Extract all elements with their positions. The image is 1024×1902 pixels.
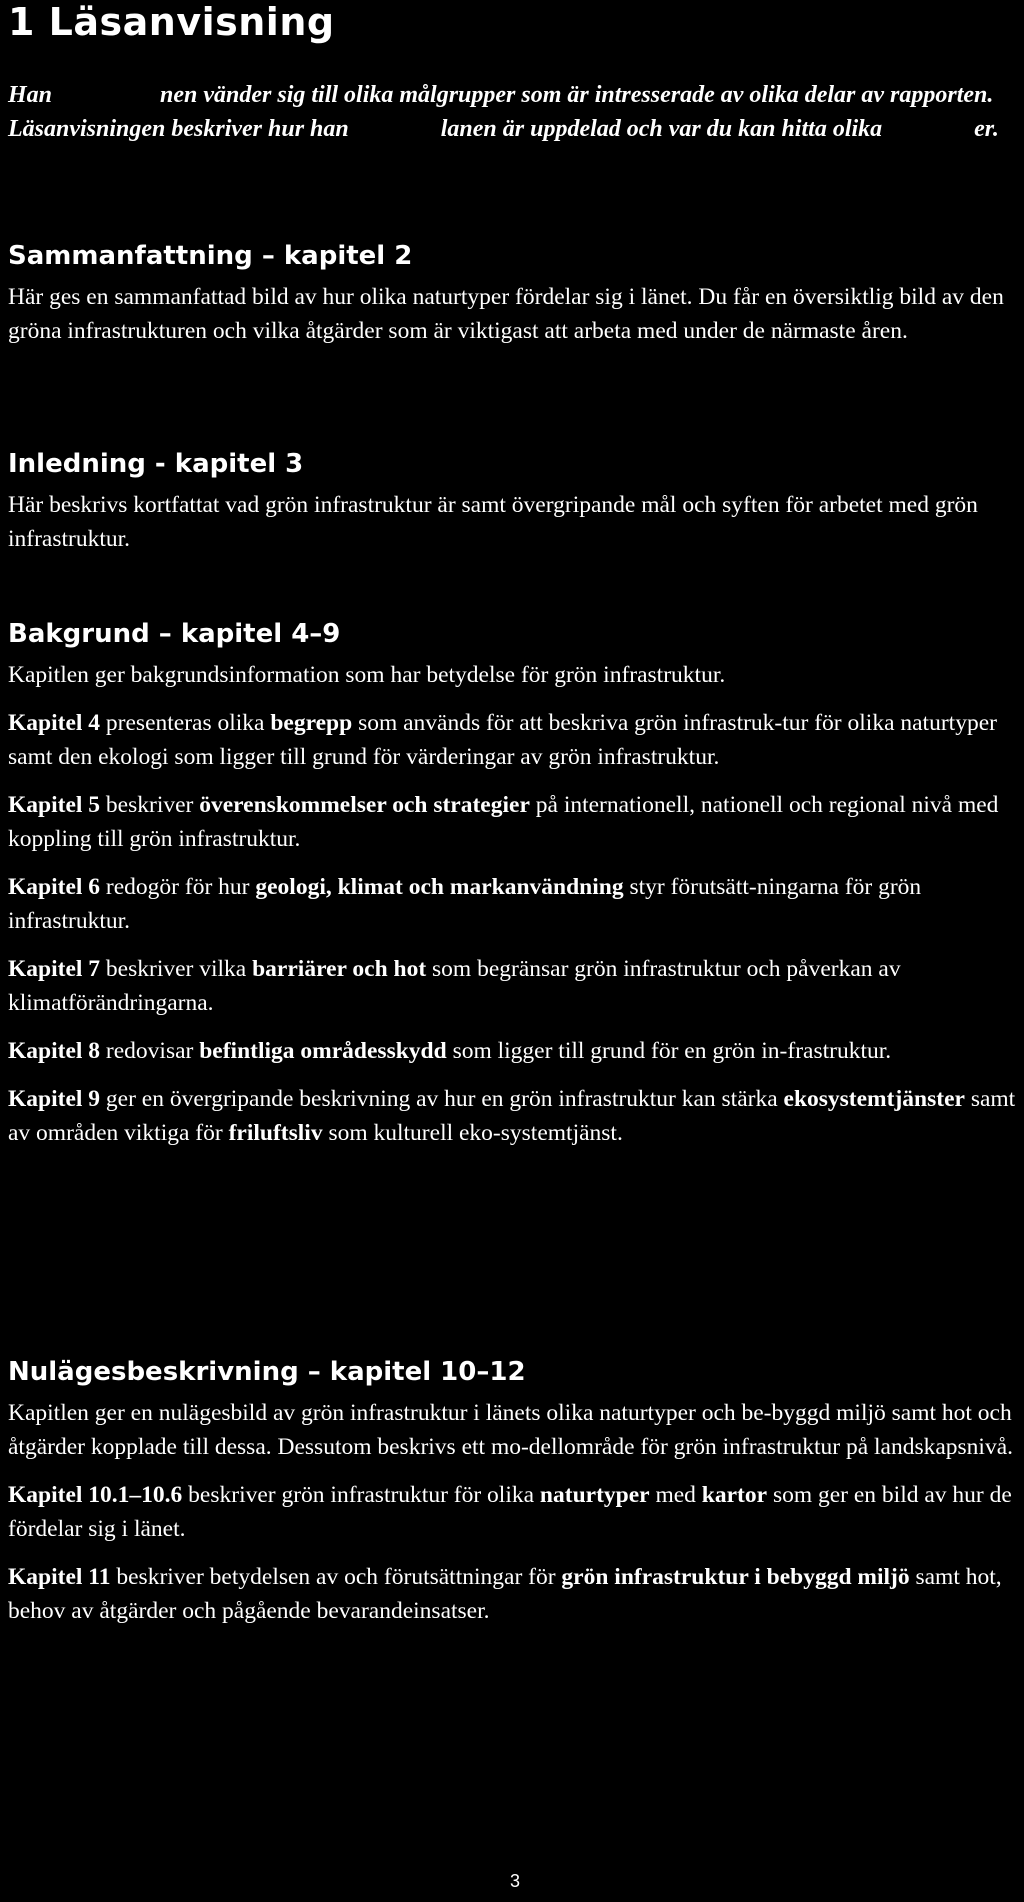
paragraph-text: som ger en bild av hur de fördelar sig i länet. <box>8 1482 1012 1542</box>
paragraph-text: ger en övergripande beskrivning av hur en grön infrastruktur kan stärka <box>100 1086 784 1112</box>
chapter-label: Kapitel 6 <box>8 874 101 900</box>
chapter-label: Kapitel 9 <box>8 1086 101 1112</box>
section-heading: Inledning - kapitel 3 <box>8 449 304 479</box>
chapter-10-paragraph <box>8 1478 1018 1546</box>
section-paragraph: Kapitlen ger bakgrundsinformation som har betydelse för grön infrastruktur. <box>8 662 726 688</box>
intro-text-4: er. <box>974 116 999 142</box>
page-title: 1 Läsanvisning <box>8 0 335 44</box>
keyword: friluftsliv <box>228 1120 323 1146</box>
section-paragraph: Kapitlen ger en nulägesbild av grön infrastruktur i länets olika naturtyper och be-byggd miljö samt hot och åtgärder kopplade till dessa. Dessutom beskrivs ett mo-dellområde för grön infrastruktur på landskapsnivå. <box>8 1400 1014 1460</box>
keyword: ekosystemtjänster <box>783 1086 965 1112</box>
keyword: kartor <box>701 1482 768 1508</box>
paragraph-text: på internationell, nationell och regional nivå med koppling till grön infrastruktur. <box>8 792 999 852</box>
paragraph-text: beskriver vilka <box>100 956 253 982</box>
keyword: geologi, klimat och markanvändning <box>255 874 624 900</box>
chapter-label: Kapitel 8 <box>8 1038 101 1064</box>
section-paragraph: Här ges en sammanfattad bild av hur olika naturtyper fördelar sig i länet. Du får en översiktlig bild av den gröna infrastrukturen och vilka åtgärder som är viktigast att arbeta med under de närmaste åren. <box>8 284 1004 344</box>
paragraph-text: presenteras olika <box>100 710 271 736</box>
paragraph-text: styr förutsätt-ningarna för grön infrastruktur. <box>8 874 922 934</box>
chapter-8-paragraph <box>8 1034 1018 1068</box>
chapter-11-paragraph <box>8 1560 1018 1628</box>
chapter-4-paragraph <box>8 706 1018 774</box>
chapter-6-paragraph <box>8 870 1018 938</box>
document-page <box>8 0 1020 1902</box>
intro-text-3: lanen är uppdelad och var du kan hitta olika <box>440 116 883 142</box>
paragraph-text: samt hot, behov av åtgärder och pågående bevarandeinsatser. <box>8 1564 1002 1624</box>
paragraph-text: som används för att beskriva grön infrastruk-tur för olika naturtyper samt den ekologi som ligger till grund för värderingar av grön infrastruktur. <box>8 710 997 770</box>
paragraph-text: redogör för hur <box>100 874 256 900</box>
keyword: naturtyper <box>539 1482 650 1508</box>
chapter-5-paragraph <box>8 788 1018 856</box>
chapter-label: Kapitel 7 <box>8 956 101 982</box>
section-nulagesbeskrivning <box>8 1354 1018 1642</box>
paragraph-text: beskriver grön infrastruktur för olika <box>182 1482 540 1508</box>
keyword: överenskommelser och strategier <box>199 792 530 818</box>
keyword: barriärer och hot <box>252 956 427 982</box>
intro-text-1: Han <box>8 82 53 108</box>
section-paragraph: Här beskrivs kortfattat vad grön infrastruktur är samt övergripande mål och syften för arbetet med grön infrastruktur. <box>8 492 978 552</box>
paragraph-text: som ligger till grund för en grön in-frastruktur. <box>446 1038 892 1064</box>
paragraph-text: som kulturell eko-systemtjänst. <box>322 1120 623 1146</box>
paragraph-text: med <box>649 1482 702 1508</box>
intro-text-2: nen vänder sig till olika målgrupper som är intresserade av olika delar av rapporten. Läsanvisningen beskriver hur han <box>8 82 994 142</box>
paragraph-text: beskriver betydelsen av och förutsättningar för <box>110 1564 562 1590</box>
section-bakgrund <box>8 616 1018 1164</box>
paragraph-text: som begränsar grön infrastruktur och påverkan av klimatförändringarna. <box>8 956 901 1016</box>
keyword: begrepp <box>270 710 353 736</box>
chapter-label: Kapitel 10.1–10.6 <box>8 1482 183 1508</box>
page-number: 3 <box>510 1871 521 1891</box>
section-heading: Sammanfattning – kapitel 2 <box>8 241 413 271</box>
paragraph-text: redovisar <box>100 1038 200 1064</box>
intro-paragraph <box>8 78 1016 146</box>
paragraph-text: samt av områden viktiga för <box>8 1086 1016 1146</box>
chapter-label: Kapitel 4 <box>8 710 101 736</box>
keyword: befintliga områdesskydd <box>199 1038 447 1064</box>
section-sammanfattning <box>8 238 1018 362</box>
section-heading: Nulägesbeskrivning – kapitel 10–12 <box>8 1357 526 1387</box>
section-inledning <box>8 446 1018 570</box>
chapter-9-paragraph <box>8 1082 1018 1150</box>
keyword: grön infrastruktur i bebyggd miljö <box>561 1564 910 1590</box>
section-heading: Bakgrund – kapitel 4–9 <box>8 619 341 649</box>
paragraph-text: beskriver <box>100 792 200 818</box>
chapter-label: Kapitel 5 <box>8 792 101 818</box>
chapter-label: Kapitel 11 <box>8 1564 111 1590</box>
chapter-7-paragraph <box>8 952 1018 1020</box>
